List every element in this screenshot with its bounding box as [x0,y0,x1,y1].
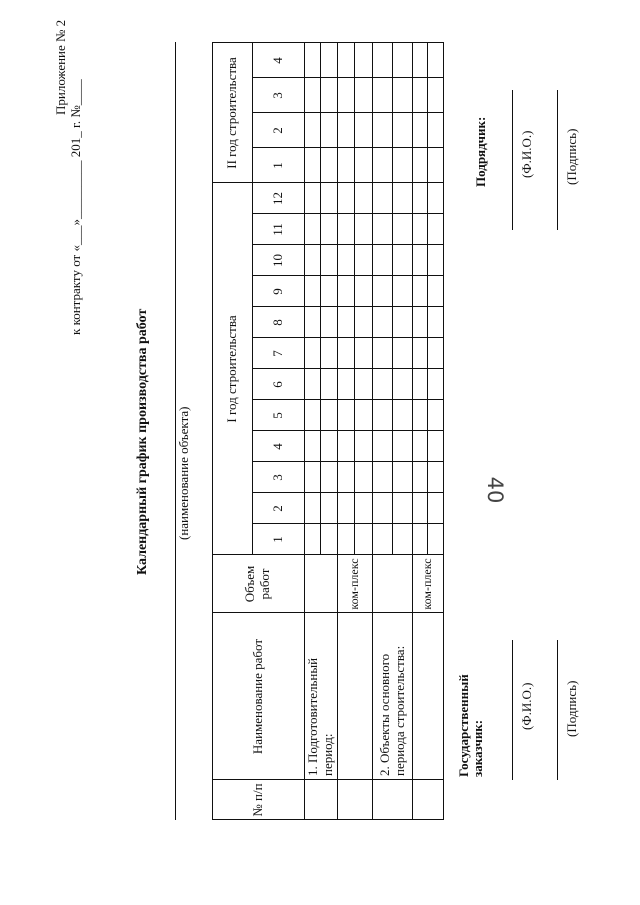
row-4-volume: ком-плекс [419,558,434,610]
header-year-1: I год строительства [223,315,239,423]
month-header-11: 11 [269,223,285,236]
timeline-row-1-subline [320,338,321,369]
timeline-row-2-subline [354,400,355,431]
header-number: № п/п [249,783,265,817]
contractor-signature-line [557,90,558,230]
timeline-row-1-subline [320,462,321,493]
timeline-row-3-subline [392,493,393,524]
timeline-row-1-subline [320,214,321,245]
customer-signature-line [557,640,558,780]
timeline-row-3-subline [392,276,393,307]
month-header-3: 3 [269,474,285,481]
timeline-row-3-subline [392,245,393,276]
month-column-divider [252,337,443,338]
timeline-row-4-subline [427,245,428,276]
timeline-row-3-subline [392,524,393,555]
header-year-2: II год строительства [224,57,240,169]
contract-reference: к контракту от «___»_________ 201_ г. №____ [68,79,83,335]
quarter-column-divider [252,77,443,78]
customer-signature-caption: (Подпись) [564,680,579,737]
timeline-row-2-subline [354,524,355,555]
contractor-fio-caption: (Ф.И.О.) [519,130,534,178]
appendix-title: Приложение № 2 [53,19,68,115]
month-column-divider [252,213,443,214]
timeline-row-1-subline [320,431,321,462]
timeline-row-4-subline [427,276,428,307]
month-header-1: 1 [269,536,285,543]
timeline-row-3-subline [392,113,393,148]
timeline-row-1-subline [320,276,321,307]
timeline-row-1-subline [320,183,321,214]
timeline-row-4-subline [427,400,428,431]
timeline-row-1-subline [320,148,321,183]
timeline-row-4-subline [427,148,428,183]
contractor-fio-line [512,90,513,230]
month-header-5: 5 [269,412,285,419]
timeline-row-2-subline [354,78,355,113]
timeline-row-2-subline [354,338,355,369]
timeline-row-4-subline [427,113,428,148]
timeline-row-1-subline [320,245,321,276]
timeline-row-4-subline [427,524,428,555]
timeline-row-4-subline [427,493,428,524]
timeline-row-1-subline [320,400,321,431]
object-name-caption: (наименование объекта) [176,406,191,540]
month-column-divider [252,306,443,307]
month-column-divider [252,399,443,400]
timeline-row-2-subline [354,214,355,245]
quarter-header-4: 4 [269,57,285,64]
month-column-divider [252,368,443,369]
month-header-6: 6 [269,381,285,388]
quarter-header-2: 2 [269,127,285,134]
timeline-row-4-subline [427,338,428,369]
timeline-row-4-subline [427,307,428,338]
contractor-signature-caption: (Подпись) [564,128,579,185]
month-column-divider [252,523,443,524]
timeline-row-4-subline [427,78,428,113]
month-header-10: 10 [269,254,285,267]
customer-label: Государственный заказчик: [456,674,486,777]
timeline-row-3-subline [392,338,393,369]
month-header-4: 4 [269,443,285,450]
timeline-row-3-subline [392,431,393,462]
contractor-label: Подрядчик: [473,116,488,187]
timeline-row-2-subline [354,431,355,462]
timeline-row-2-subline [354,245,355,276]
quarter-column-divider [252,147,443,148]
month-column-divider [252,461,443,462]
timeline-row-1-subline [320,78,321,113]
timeline-row-3-subline [392,462,393,493]
timeline-row-4-subline [427,214,428,245]
schedule-table [212,42,444,820]
timeline-row-3-subline [392,183,393,214]
month-column-divider [252,275,443,276]
quarter-header-3: 3 [269,92,285,99]
timeline-row-2-subline [354,148,355,183]
object-name-line [175,42,176,820]
timeline-row-3-subline [392,148,393,183]
timeline-row-1-subline [320,524,321,555]
timeline-row-4-subline [427,431,428,462]
month-column-divider [252,244,443,245]
row-2-volume: ком-плекс [346,558,361,610]
month-header-12: 12 [269,192,285,205]
timeline-row-2-subline [354,493,355,524]
row-3-work-name: 2. Объекты основного периода строительства: [376,645,407,776]
customer-fio-line [512,640,513,780]
timeline-row-2-subline [354,183,355,214]
timeline-row-3-subline [392,214,393,245]
month-header-2: 2 [269,505,285,512]
timeline-row-2-subline [354,462,355,493]
timeline-row-3-subline [392,307,393,338]
month-column-divider [252,430,443,431]
month-header-8: 8 [269,319,285,326]
timeline-row-1-subline [320,43,321,78]
customer-fio-caption: (Ф.И.О.) [519,682,534,730]
timeline-row-1-subline [320,369,321,400]
timeline-row-3-subline [392,400,393,431]
timeline-row-1-subline [320,113,321,148]
timeline-row-2-subline [354,307,355,338]
timeline-row-1-subline [320,493,321,524]
quarter-column-divider [252,112,443,113]
timeline-row-4-subline [427,462,428,493]
timeline-row-4-subline [427,369,428,400]
timeline-row-2-subline [354,113,355,148]
month-column-divider [252,492,443,493]
timeline-row-3-subline [392,369,393,400]
timeline-row-2-subline [354,369,355,400]
timeline-row-4-subline [427,183,428,214]
month-header-9: 9 [269,288,285,295]
month-header-7: 7 [269,350,285,357]
timeline-row-3-subline [392,43,393,78]
quarter-header-1: 1 [269,162,285,169]
row-1-work-name: 1. Подготовительный период: [305,657,335,776]
schedule-title: Календарный график производства работ [135,308,150,575]
page-number-text: 40 [483,476,507,504]
timeline-row-1-subline [320,307,321,338]
header-work-name: Наименование работ [249,638,265,755]
timeline-row-3-subline [392,78,393,113]
header-volume: Объем работ [242,565,272,603]
timeline-row-2-subline [354,43,355,78]
timeline-row-2-subline [354,276,355,307]
timeline-row-4-subline [427,43,428,78]
